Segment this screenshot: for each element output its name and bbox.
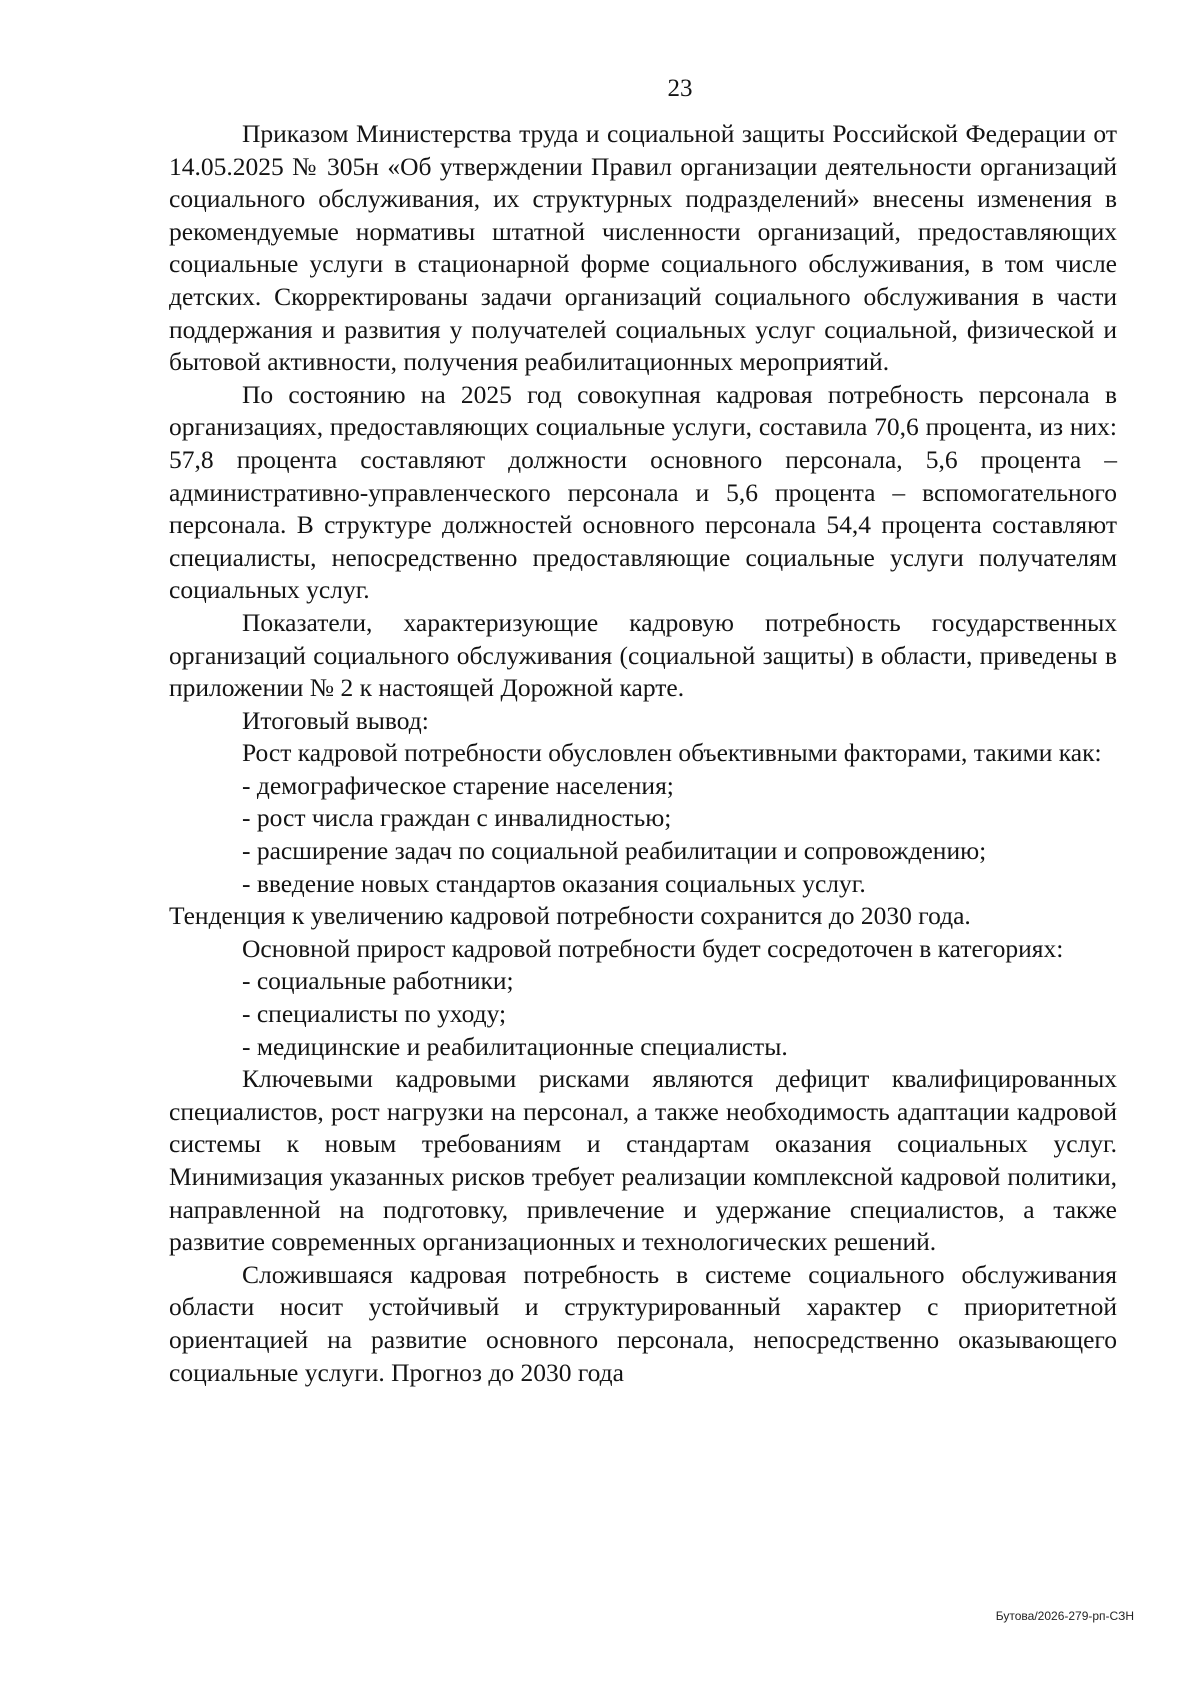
list-item: - специалисты по уходу; xyxy=(242,999,507,1029)
page-number: 23 xyxy=(667,75,693,102)
list-item: - демографическое старение населения; xyxy=(242,770,674,800)
paragraph-growth-factors-intro: Рост кадровой потребности обусловлен объективными факторами, такими как: xyxy=(242,738,1102,768)
document-body xyxy=(169,118,1117,1389)
list-item: - медицинские и реабилитационные специалисты. xyxy=(242,1031,788,1061)
paragraph-conclusion-heading: Итоговый вывод: xyxy=(242,705,429,735)
list-item: - расширение задач по социальной реабилитации и сопровождению; xyxy=(242,836,987,866)
list-item: - социальные работники; xyxy=(242,966,514,996)
growth-categories-list xyxy=(169,965,1117,1063)
paragraph-staffing-need-2025: По состоянию на 2025 год совокупная кадровая потребность персонала в организациях, предоставляющих социальные услуги, составила 70,6 процента, из них: 57,8 процента составляют должности основного персонала, 5,6 процента – административно-управленческого персонала и 5,6 процента – вспомогательного персонала. В структуре должностей основного персонала 54,4 процента составляют специалисты, непосредственно предоставляющие социальные услуги получателям социальных услуг. xyxy=(169,379,1117,605)
paragraph-forecast: Сложившаяся кадровая потребность в системе социального обслуживания области носит устойчивый и структурированный характер с приоритетной ориентацией на развитие основного персонала, непосредственно оказывающего социальные услуги. Прогноз до 2030 года xyxy=(169,1259,1117,1387)
growth-factors-list xyxy=(169,770,1117,900)
paragraph-key-risks: Ключевыми кадровыми рисками являются дефицит квалифицированных специалистов, рост нагрузки на персонал, а также необходимость адаптации кадровой системы к новым требованиям и стандартам оказания социальных услуг. Минимизация указанных рисков требует реализации комплексной кадровой политики, направленной на подготовку, привлечение и удержание специалистов, а также развитие современных организационных и технологических решений. xyxy=(169,1064,1117,1257)
list-item: - рост числа граждан с инвалидностью; xyxy=(242,803,672,833)
list-item: - введение новых стандартов оказания социальных услуг. xyxy=(242,868,866,898)
paragraph-ministry-order: Приказом Министерства труда и социальной защиты Российской Федерации от 14.05.2025 № 305н «Об утверждении Правил организации деятельности организаций социального обслуживания, их структурных подразделений» внесены изменения в рекомендуемые нормативы штатной численности организаций, предоставляющих социальные услуги в стационарной форме социального обслуживания, в том числе детских. Скорректированы задачи организаций социального обслуживания в части поддержания и развития у получателей социальных услуг социальной, физической и бытовой активности, получения реабилитационных мероприятий. xyxy=(169,119,1117,377)
document-id-footer: Бутова/2026-279-рп-СЗН xyxy=(995,1609,1134,1623)
paragraph-indicators-reference: Показатели, характеризующие кадровую потребность государственных организаций социального обслуживания (социальной защиты) в области, приведены в приложении № 2 к настоящей Дорожной карте. xyxy=(169,607,1117,703)
paragraph-growth-categories-intro: Основной прирост кадровой потребности будет сосредоточен в категориях: xyxy=(242,933,1064,963)
paragraph-trend-2030: Тенденция к увеличению кадровой потребности сохранится до 2030 года. xyxy=(169,901,971,931)
